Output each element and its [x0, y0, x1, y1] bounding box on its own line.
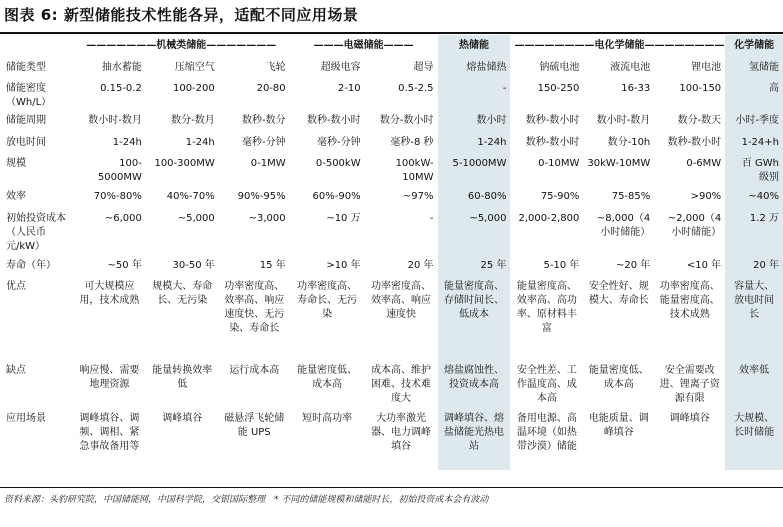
cell-cons: 效率低	[725, 361, 783, 409]
group-thermal: 热储能	[438, 35, 511, 57]
cell-type: 钠硫电池	[539, 62, 580, 73]
cell-pros: 功率密度高、能量密度高、技术成熟	[659, 281, 720, 320]
cell-life: <10 年	[686, 260, 722, 271]
cell-period: 数小时-数月	[596, 115, 651, 126]
cell-scale: 100-300MW	[154, 158, 215, 169]
cell-pros: 能量密度高、存储时间长、低成本	[438, 277, 511, 361]
row-type	[0, 57, 783, 79]
cell-cons: 能量密度低、成本高	[297, 365, 358, 390]
group-electromagnetic: ———电磁储能———	[313, 40, 414, 51]
cell-cost: ~3,000	[248, 213, 286, 224]
cell-discharge: 1-24h	[438, 132, 511, 154]
cell-period: 数秒-数小时	[525, 115, 580, 126]
cell-apps: 备用电源、高温环境（如热带沙漠）储能	[516, 413, 577, 452]
cell-efficiency: 90%-95%	[237, 191, 286, 202]
storage-comparison-table	[0, 35, 783, 470]
cell-cons: 运行成本高	[229, 365, 280, 376]
cell-life: ~50 年	[107, 260, 142, 271]
cell-discharge: 毫秒-8 秒	[390, 137, 434, 148]
cell-density: -	[438, 79, 511, 110]
cell-pros: 功率密度高、寿命长、无污染	[297, 281, 358, 320]
figure-title: 图表 6: 新型储能技术性能各异，适配不同应用场景	[4, 6, 359, 24]
cell-type: 飞轮	[265, 62, 286, 73]
cell-period: 数分-数月	[171, 115, 215, 126]
cell-period: 数秒-数小时	[307, 115, 361, 126]
cell-life: ~20 年	[615, 260, 651, 271]
cell-type: 超级电容	[320, 62, 361, 73]
cell-type: 锂电池	[691, 62, 722, 73]
row-label-scale: 规模	[6, 158, 26, 169]
cell-cost: ~6,000	[104, 213, 142, 224]
cell-apps: 大规模、长时储能	[725, 409, 783, 470]
cell-period: 小时-季度	[725, 110, 783, 132]
cell-cons: 响应慢、需要地理资源	[79, 365, 140, 390]
cell-density: 16-33	[621, 83, 651, 94]
cell-pros: 可大规模应用，技术成熟	[79, 281, 140, 306]
cell-density: 20-80	[256, 83, 286, 94]
row-label-pros: 优点	[6, 281, 26, 292]
cell-cons: 能量转换效率低	[152, 365, 213, 390]
cell-type: 液流电池	[610, 62, 651, 73]
group-electrochemical: ————————电化学储能————————	[514, 40, 725, 51]
cell-pros: 容量大、放电时间长	[725, 277, 783, 361]
cell-pros: 能量密度高、效率高、高功率、原材料丰富	[516, 281, 577, 334]
cell-scale: 0-500kW	[315, 158, 361, 169]
cell-type: 氢储能	[725, 57, 783, 79]
row-label-life: 寿命（年）	[6, 260, 56, 271]
row-cost	[0, 209, 783, 255]
cell-apps: 调峰填谷	[669, 413, 710, 424]
cell-cons: 成本高、维护困难、技术难度大	[371, 365, 432, 404]
group-header-row	[0, 35, 783, 57]
cell-scale: 100kW-10MW	[395, 158, 434, 183]
cell-period: 数分-数天	[677, 115, 722, 126]
row-label-density: 储能密度（Wh/L）	[6, 83, 52, 108]
cell-efficiency: 75-85%	[611, 191, 651, 202]
cell-density: 0.5-2.5	[398, 83, 434, 94]
cell-efficiency: 60-80%	[438, 185, 511, 209]
cell-cost: ~8,000（4 小时储能）	[596, 213, 651, 238]
cell-apps: 调峰填谷	[162, 413, 203, 424]
cell-cost: ~5,000	[438, 209, 511, 255]
cell-discharge: 数秒-数小时	[667, 137, 722, 148]
cell-pros: 功率密度高、效率高、响应速度快	[371, 281, 432, 320]
cell-period: 数小时	[438, 110, 511, 132]
cell-cost: 1.2 万	[725, 209, 783, 255]
cell-discharge: 1-24h	[112, 137, 142, 148]
cell-efficiency: 70%-80%	[93, 191, 142, 202]
cell-type: 压缩空气	[174, 62, 215, 73]
cell-cons: 熔盐腐蚀性、投资成本高	[438, 361, 511, 409]
cell-efficiency: 75-90%	[540, 191, 580, 202]
cell-cost: 2,000-2,800	[518, 213, 580, 224]
cell-scale: 100-5000MW	[97, 158, 142, 183]
cell-period: 数小时-数月	[88, 115, 142, 126]
cell-density: 0.15-0.2	[100, 83, 142, 94]
cell-life: >10 年	[326, 260, 361, 271]
cell-efficiency: ~97%	[402, 191, 434, 202]
row-cons	[0, 361, 783, 409]
cell-cons: 能量密度低、成本高	[588, 365, 649, 390]
cell-apps: 电能质量、调峰填谷	[588, 413, 649, 438]
cell-period: 数秒-数分	[242, 115, 286, 126]
row-discharge	[0, 132, 783, 154]
row-pros	[0, 277, 783, 361]
cell-density: 2-10	[337, 83, 361, 94]
cell-scale: 0-1MW	[250, 158, 286, 169]
row-period	[0, 110, 783, 132]
group-mechanical: ———————机械类储能———————	[86, 40, 277, 51]
cell-discharge: 数分-10h	[607, 137, 651, 148]
row-apps	[0, 409, 783, 470]
group-chemical: 化学储能	[725, 35, 783, 57]
cell-apps: 磁悬浮飞轮储能 UPS	[224, 413, 285, 438]
row-efficiency	[0, 185, 783, 209]
cell-cons: 安全性差、工作温度高、成本高	[516, 365, 577, 404]
row-label-efficiency: 效率	[6, 191, 26, 202]
top-rule	[0, 32, 783, 34]
cell-life: 20 年	[725, 255, 783, 277]
cell-efficiency: 40%-70%	[166, 191, 215, 202]
cell-scale: 5-1000MW	[438, 154, 511, 185]
cell-cons: 安全需要改进、锂离子资源有限	[659, 365, 720, 404]
cell-type: 超导	[413, 62, 434, 73]
cell-efficiency: ~40%	[725, 185, 783, 209]
cell-life: 30-50 年	[172, 260, 215, 271]
cell-cost: ~2,000（4 小时储能）	[667, 213, 722, 238]
row-label-cost: 初始投资成本（人民币元/kW）	[6, 213, 66, 252]
cell-pros: 功率密度高、效率高、响应速度快、无污染、寿命长	[224, 281, 285, 334]
cell-discharge: 1-24+h	[725, 132, 783, 154]
cell-apps: 调峰填谷、熔盐储能光热电站	[438, 409, 511, 470]
cell-type: 抽水蓄能	[101, 62, 142, 73]
row-label-type: 储能类型	[6, 62, 46, 73]
cell-type: 熔盐储热	[438, 57, 511, 79]
row-label-apps: 应用场景	[6, 413, 46, 424]
row-label-cons: 缺点	[6, 365, 26, 376]
cell-discharge: 毫秒-分钟	[317, 137, 361, 148]
cell-cost: ~5,000	[177, 213, 215, 224]
cell-density: 100-200	[172, 83, 215, 94]
bottom-rule	[0, 487, 783, 488]
cell-period: 数分-数小时	[379, 115, 434, 126]
corner-cell	[0, 35, 73, 57]
cell-scale: 百 GWh 级别	[725, 154, 783, 185]
cell-life: 25 年	[438, 255, 511, 277]
cell-efficiency: >90%	[690, 191, 722, 202]
cell-life: 20 年	[407, 260, 434, 271]
cell-pros: 规模大、寿命长、无污染	[152, 281, 213, 306]
cell-cost: -	[429, 213, 434, 224]
row-label-period: 储能周期	[6, 115, 46, 126]
cell-apps: 大功率激光器、电力调峰填谷	[371, 413, 432, 452]
cell-efficiency: 60%-90%	[312, 191, 361, 202]
cell-density: 100-150	[679, 83, 722, 94]
cell-density: 150-250	[537, 83, 580, 94]
cell-apps: 短时高功率	[302, 413, 353, 424]
source-note: 资料来源：头豹研究院，中国储能网，中国科学院，交银国际整理 * 不同的储能规模和储能时长，初始投资成本会有波动	[4, 495, 489, 505]
cell-density: 高	[725, 79, 783, 110]
cell-scale: 0-6MW	[686, 158, 722, 169]
cell-cost: ~10 万	[326, 213, 361, 224]
cell-life: 5-10 年	[543, 260, 580, 271]
cell-apps: 调峰填谷、调频、调相、紧急事故备用等	[79, 413, 140, 452]
row-label-discharge: 放电时间	[6, 137, 46, 148]
row-scale	[0, 154, 783, 185]
cell-discharge: 数秒-数小时	[525, 137, 580, 148]
cell-pros: 安全性好、规模大、寿命长	[588, 281, 649, 306]
cell-discharge: 1-24h	[185, 137, 215, 148]
row-life	[0, 255, 783, 277]
cell-scale: 30kW-10MW	[587, 158, 651, 169]
cell-discharge: 毫秒-分钟	[242, 137, 286, 148]
row-density	[0, 79, 783, 110]
cell-scale: 0-10MW	[538, 158, 580, 169]
cell-life: 15 年	[259, 260, 286, 271]
